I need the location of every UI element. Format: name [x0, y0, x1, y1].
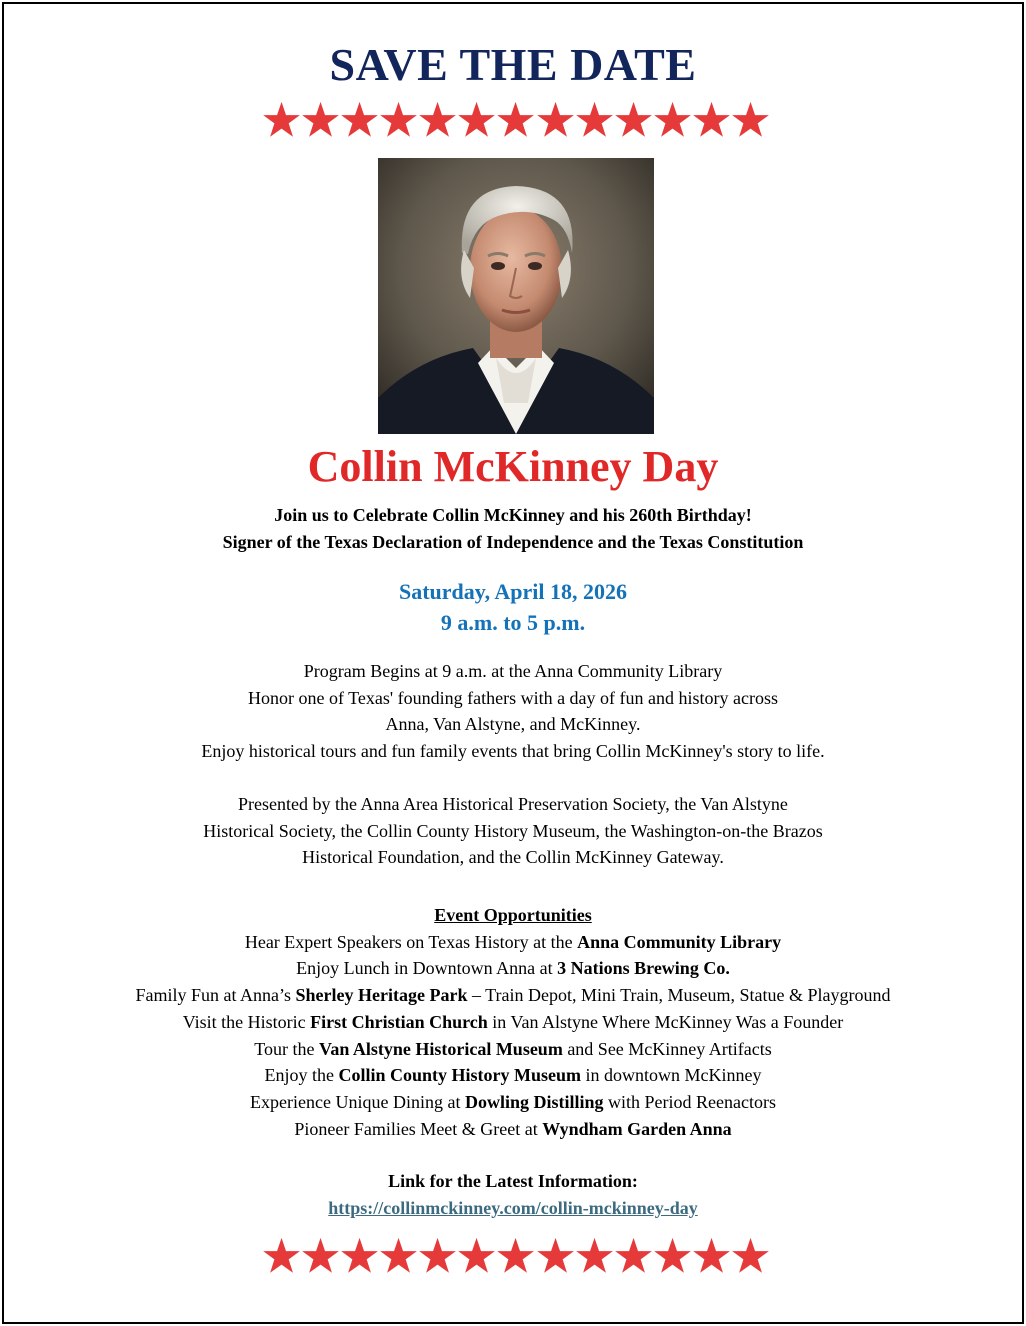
opportunity-item: Hear Expert Speakers on Texas History at the Anna Community Library [244, 931, 782, 952]
opportunity-item: Experience Unique Dining at Dowling Distilling with Period Reenactors [250, 1091, 776, 1112]
star-icon [731, 1236, 770, 1276]
star-icon [418, 1236, 457, 1276]
star-icon [379, 100, 418, 140]
program-line: Anna, Van Alstyne, and McKinney. [385, 714, 641, 735]
intro-line: Join us to Celebrate Collin McKinney and his 260th Birthday! [274, 505, 752, 525]
star-icon [457, 100, 496, 140]
flyer-page [2, 2, 1024, 1324]
star-icon [301, 100, 340, 140]
save-the-date-heading: SAVE THE DATE [329, 39, 697, 90]
star-icon [457, 1236, 496, 1276]
star-icon [653, 1236, 692, 1276]
star-icon [418, 100, 457, 140]
star-icon [692, 100, 731, 140]
star-icon [340, 1236, 379, 1276]
opportunity-item: Tour the Van Alstyne Historical Museum and See McKinney Artifacts [254, 1038, 772, 1059]
star-icon [731, 100, 770, 140]
info-link[interactable]: https://collinmckinney.com/collin-mckinney-day [328, 1197, 698, 1218]
star-icon [575, 1236, 614, 1276]
presented-line: Presented by the Anna Area Historical Preservation Society, the Van Alstyne [238, 794, 788, 814]
program-line: Enjoy historical tours and fun family events that bring Collin McKinney's story to life. [201, 741, 825, 762]
star-icon [614, 1236, 653, 1276]
star-icon [653, 100, 692, 140]
opportunity-item: Enjoy Lunch in Downtown Anna at 3 Nations Brewing Co. [296, 958, 730, 979]
intro-block [4, 502, 1022, 555]
presented-line: Historical Society, the Collin County History Museum, the Washington-on-the Brazos [203, 820, 823, 841]
star-icon [496, 100, 535, 140]
event-opportunities [4, 902, 1022, 1142]
opportunities-heading: Event Opportunities [434, 905, 592, 925]
star-icon [536, 100, 575, 140]
star-icon [379, 1236, 418, 1276]
presented-by-block [4, 791, 1022, 871]
program-line: Program Begins at 9 a.m. at the Anna Community Library [303, 661, 723, 681]
star-icon [262, 100, 301, 140]
star-icon [301, 1236, 340, 1276]
bottom-star-row [262, 1236, 770, 1284]
link-label: Link for the Latest Information: [388, 1171, 638, 1191]
star-icon [575, 100, 614, 140]
portrait-image [378, 158, 654, 434]
star-icon [614, 100, 653, 140]
star-icon [692, 1236, 731, 1276]
program-line: Honor one of Texas' founding fathers with a day of fun and history across [247, 687, 779, 708]
presented-line: Historical Foundation, and the Collin McKinney Gateway. [302, 847, 724, 868]
program-description [4, 658, 1022, 765]
star-icon [262, 1236, 301, 1276]
star-icon [340, 100, 379, 140]
opportunity-item: Visit the Historic First Christian Church in Van Alstyne Where McKinney Was a Founder [182, 1011, 844, 1032]
top-star-row [262, 100, 770, 148]
star-icon [536, 1236, 575, 1276]
link-block [4, 1168, 1022, 1221]
opportunity-item: Enjoy the Collin County History Museum in downtown McKinney [264, 1065, 762, 1086]
opportunity-item: Pioneer Families Meet & Greet at Wyndham Garden Anna [294, 1118, 732, 1139]
event-time: 9 a.m. to 5 p.m. [440, 610, 586, 635]
event-date: Saturday, April 18, 2026 [399, 579, 627, 604]
event-title: Collin McKinney Day [307, 442, 719, 491]
date-time-block [4, 576, 1022, 638]
opportunity-item: Family Fun at Anna’s Sherley Heritage Park – Train Depot, Mini Train, Museum, Statue & Playground [135, 985, 891, 1006]
star-icon [496, 1236, 535, 1276]
intro-line: Signer of the Texas Declaration of Independence and the Texas Constitution [222, 531, 804, 552]
